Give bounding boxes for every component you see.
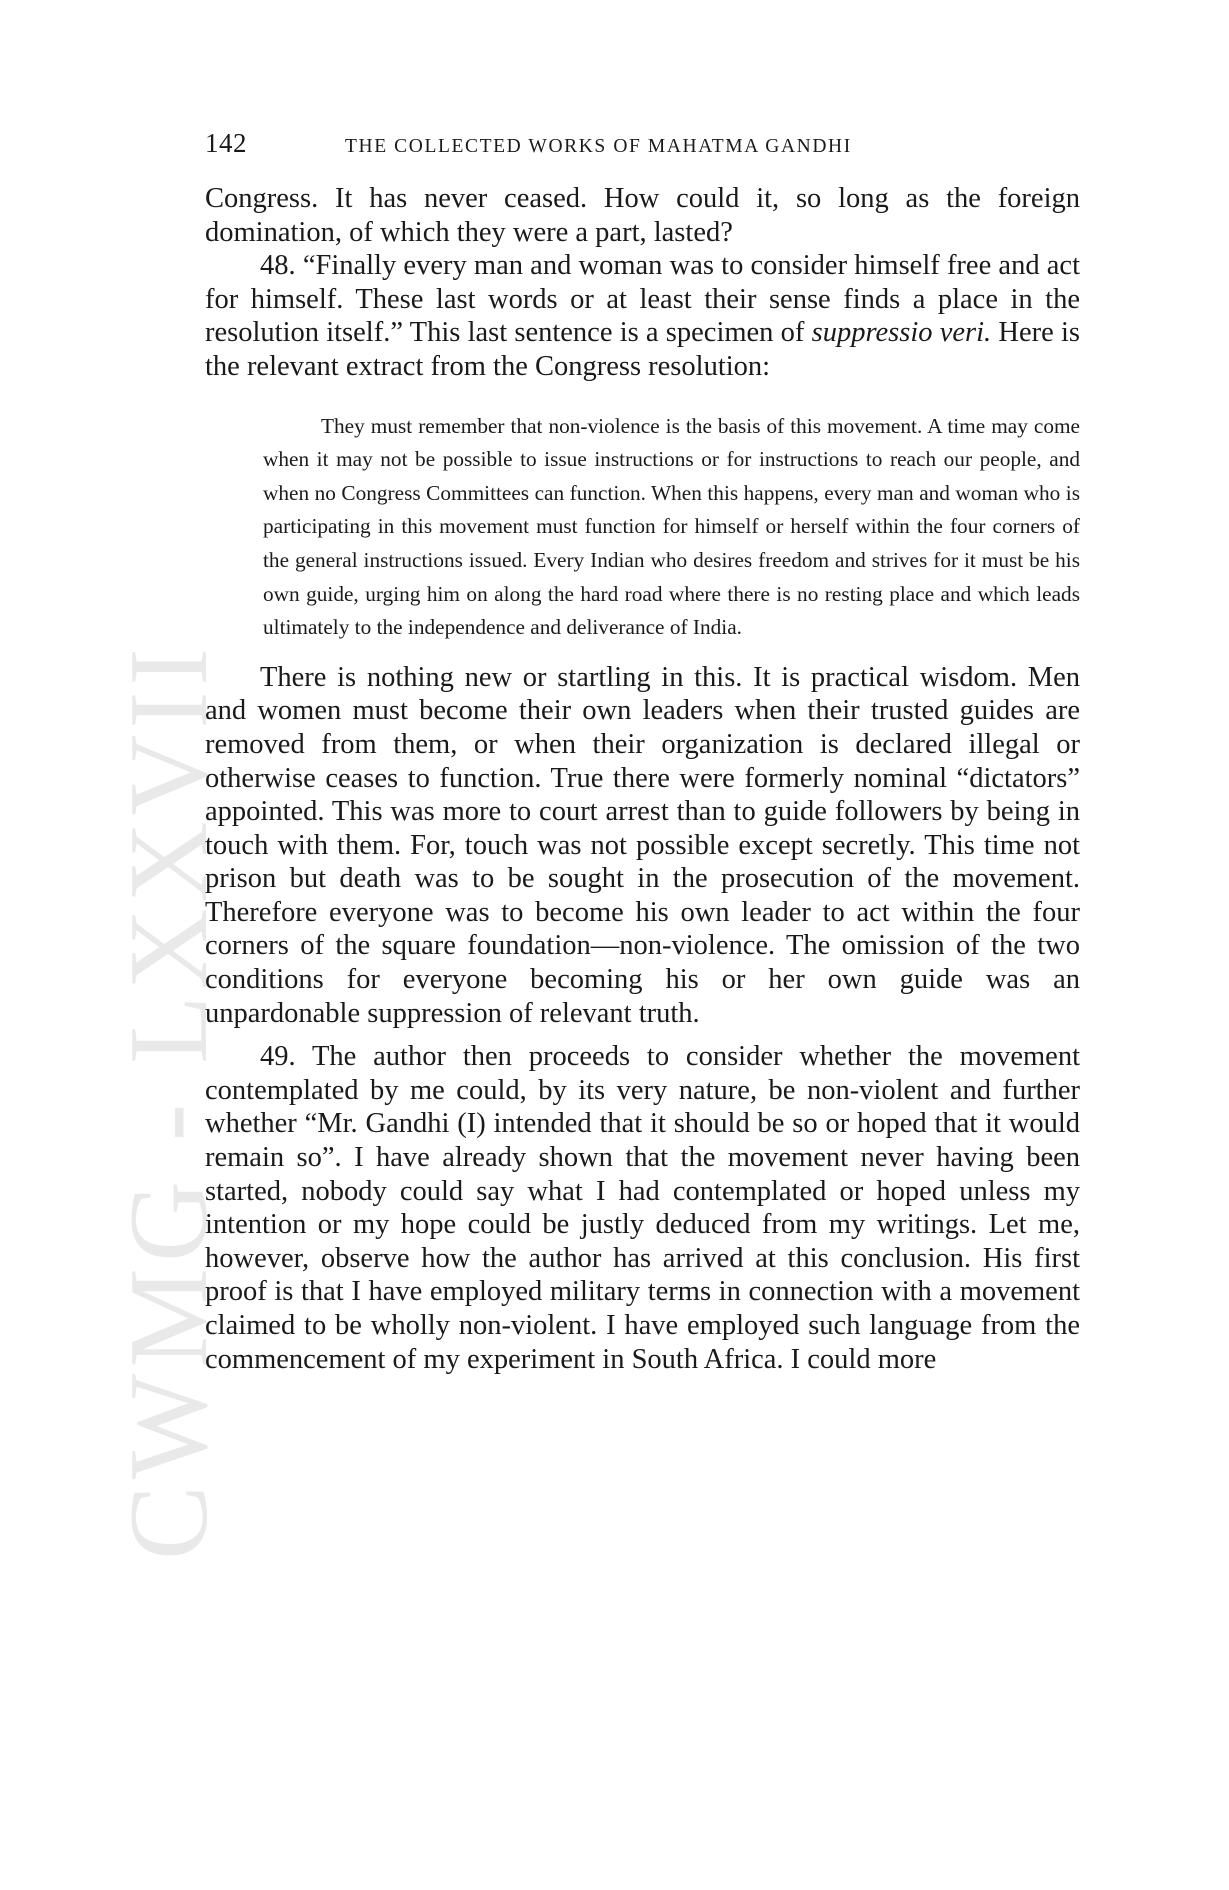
watermark-text: CWMG - LXXVII: [107, 642, 231, 1560]
paragraph-continued: Congress. It has never ceased. How could it, so long as the foreign domination, of which they were a part, lasted?: [205, 183, 1080, 248]
running-head: [205, 128, 1080, 168]
paragraph-48-end: Here is the relevant extract from the Congress resolution:: [205, 317, 1080, 382]
paragraph-48-italic: suppressio veri.: [811, 317, 992, 349]
paragraph-49: 49. The author then proceeds to consider whether the movement contemplated by me could, by its very nature, be non-violent and further whether “Mr. Gandhi (I) intended that it should be so or hoped that it would remain so”. I have already shown that the movement never having been started, nobody could say what I had contemplated or hoped unless my intention or my hope could be justly deduced from my writings. Let me, however, observe how the author has arrived at this conclusion. His first proof is that I have employed military terms in connection with a movement claimed to be wholly non-violent. I have employed such language from the commencement of my experiment in South Africa. I could more: [205, 1041, 1080, 1375]
page: [205, 128, 1080, 1376]
page-number: 142: [205, 128, 247, 158]
paragraph-48-text: 48. “Finally every man and woman was to consider himself free and act for himself. These last words or at least their sense finds a place in the resolution itself.” This last sentence is a specimen of: [205, 250, 1080, 349]
paragraph-commentary: There is nothing new or startling in this. It is practical wisdom. Men and women must become their own leaders when their trusted guides are removed from them, or when their organization is declared illegal or otherwise ceases to function. True there were formerly nominal “dictators” appointed. This was more to court arrest than to guide followers by being in touch with them. For, touch was not possible except secretly. This time not prison but death was to be sought in the prosecution of the movement. Therefore everyone was to become his own leader to act within the four corners of the square foundation—non-violence. The omission of the two conditions for everyone becoming his or her own guide was an unpardonable suppression of relevant truth.: [205, 661, 1080, 1029]
paragraph-48: [205, 249, 1080, 383]
block-quote: [263, 410, 1080, 645]
running-title: THE COLLECTED WORKS OF MAHATMA GANDHI: [345, 136, 852, 157]
block-quote-text: They must remember that non-violence is the basis of this movement. A time may come when it may not be possible to issue instructions or for instructions to reach our people, and when no Congress Committees can function. When this happens, every man and woman who is participating in this movement must function for himself or herself within the four corners of the general instructions issued. Every Indian who desires freedom and strives for it must be his own guide, urging him on along the hard road where there is no resting place and which leads ultimately to the independence and deliverance of India.: [263, 413, 1080, 640]
